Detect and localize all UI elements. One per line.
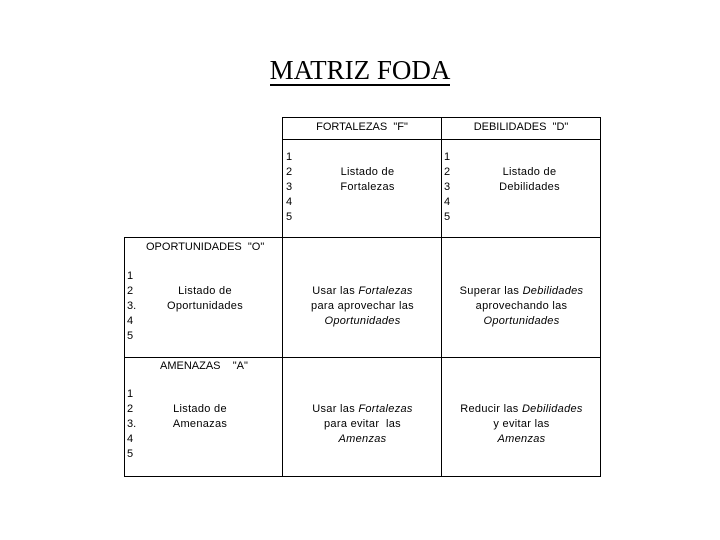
cell-line xyxy=(285,284,440,299)
amenazas-text xyxy=(135,402,265,432)
fortalezas-text xyxy=(300,165,435,195)
list-number: 4 xyxy=(286,196,293,208)
list-number: 1 xyxy=(286,151,293,163)
cell-text-emphasis: Debilidades xyxy=(521,403,583,415)
cell-text-emphasis: Amenzas xyxy=(497,433,546,445)
list-number: 2 xyxy=(127,403,134,415)
list-number: 3. xyxy=(127,418,137,430)
fo-strategy xyxy=(285,284,440,329)
list-number: 2 xyxy=(127,285,134,297)
cell-line xyxy=(444,402,599,417)
cell-line: para evitar las xyxy=(324,418,401,430)
cell-line xyxy=(444,432,599,447)
cell-text-emphasis: Oportunidades xyxy=(483,315,560,327)
amenazas-header: AMENAZAS "A" xyxy=(160,360,248,372)
list-number: 4 xyxy=(444,196,451,208)
cell-line xyxy=(285,402,440,417)
list-number: 4 xyxy=(127,433,134,445)
page-title xyxy=(0,55,720,86)
list-number: 1 xyxy=(444,151,451,163)
cell-line xyxy=(285,432,440,447)
cell-text-emphasis: Fortalezas xyxy=(358,285,413,297)
cell-line xyxy=(444,284,599,299)
list-number: 5 xyxy=(286,211,293,223)
cell-text-emphasis: Oportunidades xyxy=(324,315,401,327)
grid-line-middle xyxy=(441,117,442,477)
oportunidades-numbers xyxy=(127,269,136,344)
cell-line: Listado de xyxy=(502,166,557,178)
cell-line: Fortalezas xyxy=(340,181,395,193)
grid-line-o-top xyxy=(124,237,601,238)
cell-line: Debilidades xyxy=(499,181,560,193)
list-number: 5 xyxy=(444,211,451,223)
grid-line-a-top xyxy=(124,357,601,358)
do-strategy xyxy=(444,284,599,329)
list-number: 3 xyxy=(444,181,451,193)
oportunidades-header: OPORTUNIDADES "O" xyxy=(146,241,265,253)
list-number: 5 xyxy=(127,448,134,460)
list-number: 2 xyxy=(444,166,451,178)
oportunidades-text xyxy=(140,284,270,314)
list-number: 1 xyxy=(127,388,134,400)
cell-line: y evitar las xyxy=(493,418,550,430)
da-strategy xyxy=(444,402,599,447)
debilidades-header: DEBILIDADES "D" xyxy=(473,121,569,133)
cell-text-emphasis: Amenzas xyxy=(338,433,387,445)
cell-line: para aprovechar las xyxy=(311,300,414,312)
cell-line: Amenazas xyxy=(172,418,228,430)
title-text: MATRIZ FODA xyxy=(269,55,451,85)
list-number: 4 xyxy=(127,315,134,327)
cell-text: Usar las xyxy=(312,285,359,297)
cell-text-emphasis: Fortalezas xyxy=(358,403,413,415)
cell-line: Listado de xyxy=(173,403,227,415)
list-number: 3. xyxy=(127,300,137,312)
fa-strategy xyxy=(285,402,440,447)
list-number: 3 xyxy=(286,181,293,193)
cell-line xyxy=(285,314,440,329)
list-number: 1 xyxy=(127,270,134,282)
cell-line xyxy=(444,314,599,329)
cell-text: Usar las xyxy=(312,403,359,415)
debilidades-numbers xyxy=(444,150,450,225)
debilidades-text xyxy=(462,165,597,195)
cell-text-emphasis: Debilidades xyxy=(522,285,584,297)
list-number: 2 xyxy=(286,166,293,178)
cell-line: Oportunidades xyxy=(166,300,244,312)
cell-line: Listado de xyxy=(340,166,395,178)
cell-text: Superar las xyxy=(459,285,523,297)
list-number: 5 xyxy=(127,330,134,342)
cell-text: Reducir las xyxy=(460,403,522,415)
cell-line: aprovechando las xyxy=(475,300,568,312)
fortalezas-numbers xyxy=(286,150,292,225)
fortalezas-header: FORTALEZAS "F" xyxy=(316,121,408,133)
cell-line: Listado de xyxy=(178,285,232,297)
